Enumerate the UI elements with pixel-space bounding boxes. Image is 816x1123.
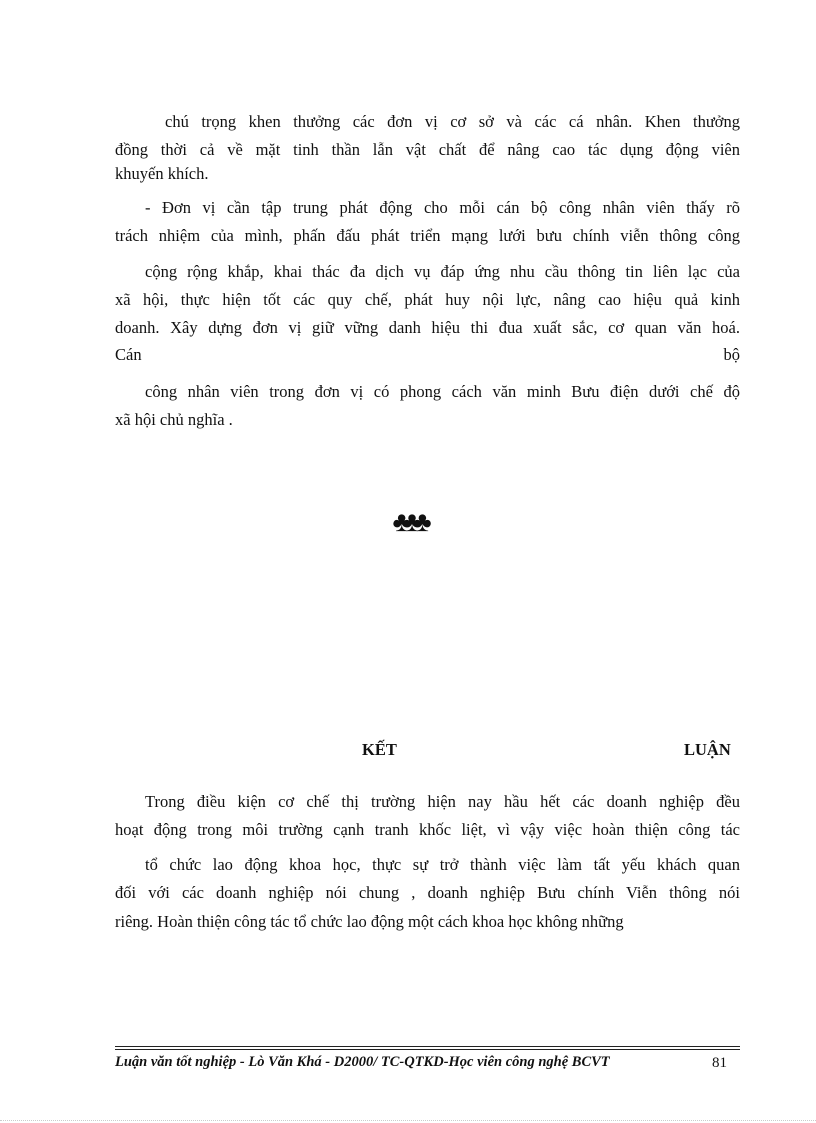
footer-divider-double xyxy=(115,1049,740,1050)
text-line: đối với các doanh nghiệp nói chung , doanh nghiệp Bưu chính Viễn thông nói xyxy=(115,883,740,902)
page-number: 81 xyxy=(712,1055,727,1071)
text-line: công nhân viên trong đơn vị có phong cách văn minh Bưu điện dưới chế độ xyxy=(145,382,740,401)
text-line: cộng rộng khắp, khai thác đa dịch vụ đáp ứng nhu cầu thông tin liên lạc của xyxy=(145,262,740,281)
text-line: Cán bộ xyxy=(115,345,740,364)
footer-divider xyxy=(115,1046,740,1047)
heading-word-1: KẾT xyxy=(362,740,397,759)
text-line: Trong điều kiện cơ chế thị trường hiện nay hầu hết các doanh nghiệp đều xyxy=(145,792,740,811)
text-line: doanh. Xây dựng đơn vị giữ vững danh hiệu thi đua xuất sắc, cơ quan văn hoá. xyxy=(115,318,740,337)
page-edge xyxy=(0,1120,816,1121)
text-line: trách nhiệm của mình, phấn đấu phát triển mạng lưới bưu chính viễn thông công xyxy=(115,226,740,245)
text-line: xã hội, thực hiện tốt các quy chế, phát huy nội lực, nâng cao hiệu quả kinh xyxy=(115,290,740,309)
club-ornament-divider: ♣♣♣ xyxy=(392,507,424,538)
text-line: khuyến khích. xyxy=(115,164,209,183)
text-line: đồng thời cả về mặt tinh thần lẫn vật chất để nâng cao tác dụng động viên xyxy=(115,140,740,159)
footer-text: Luận văn tốt nghiệp - Lò Văn Khá - D2000/ TC-QTKD-Học viên công nghệ BCVT xyxy=(115,1054,610,1070)
text-line: xã hội chủ nghĩa . xyxy=(115,410,233,429)
text-line: riêng. Hoàn thiện công tác tổ chức lao động một cách khoa học không những xyxy=(115,912,624,931)
heading-word-2: LUẬN xyxy=(684,740,731,759)
text-line: chú trọng khen thưởng các đơn vị cơ sở và các cá nhân. Khen thưởng xyxy=(165,112,740,131)
text-line: hoạt động trong môi trường cạnh tranh khốc liệt, vì vậy việc hoàn thiện công tác xyxy=(115,820,740,839)
text-line: tổ chức lao động khoa học, thực sự trở thành việc làm tất yếu khách quan xyxy=(145,855,740,874)
text-line: - Đơn vị cần tập trung phát động cho mỗi cán bộ công nhân viên thấy rõ xyxy=(145,198,740,217)
